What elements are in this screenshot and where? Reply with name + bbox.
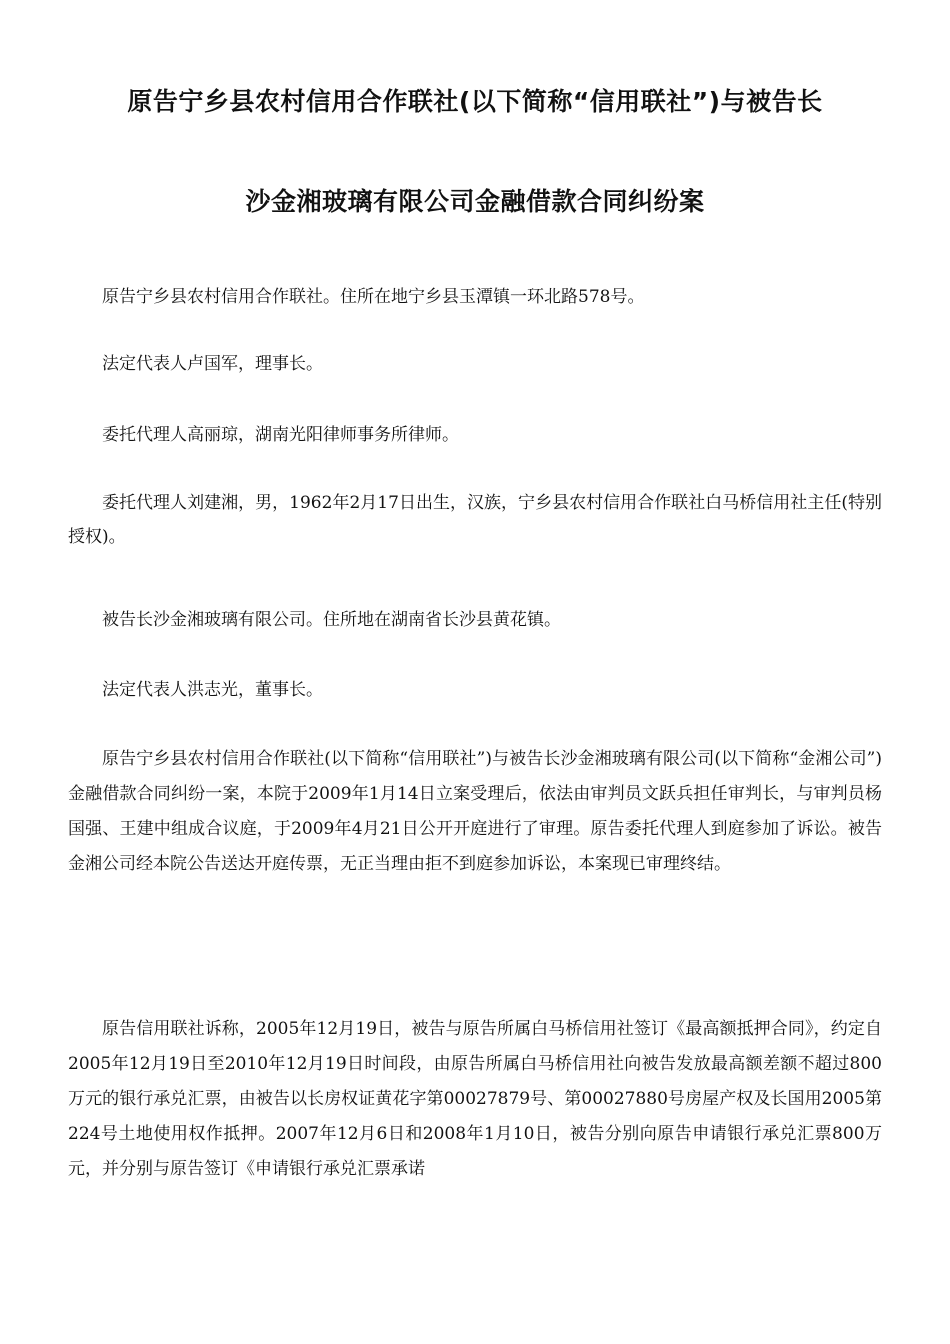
paragraph-agent-1: 委托代理人高丽琼，湖南光阳律师事务所律师。 bbox=[102, 425, 459, 445]
document-title-line-2: 沙金湘玻璃有限公司金融借款合同纠纷案 bbox=[245, 187, 705, 216]
document-title-line-1: 原告宁乡县农村信用合作联社(以下简称“信用联社”)与被告长 bbox=[127, 87, 823, 116]
paragraph-agent-2: 委托代理人刘建湘，男，1962年2月17日出生，汉族，宁乡县农村信用合作联社白马桥信用社主任(特别授权)。 bbox=[68, 493, 882, 547]
paragraph-plaintiff: 原告宁乡县农村信用合作联社。住所在地宁乡县玉潭镇一环北路578号。 bbox=[102, 287, 645, 307]
paragraph-plaintiff-representative: 法定代表人卢国军，理事长。 bbox=[102, 354, 323, 374]
paragraph-plaintiff-claims: 原告信用联社诉称，2005年12月19日，被告与原告所属白马桥信用社签订《最高额抵押合同》，约定自2005年12月19日至2010年12月19日时间段，由原告所属白马桥信用社向被告发放最高额差额不超过800万元的银行承兑汇票，由被告以长房权证黄花字第00027879号、第00027880号房屋产权及长国用2005第224号土地使用权作抵押。2007年12月6日和2008年1月10日，被告分别向原告申请银行承兑汇票800万元，并分别与原告签订《申请银行承兑汇票承诺 bbox=[68, 1019, 882, 1179]
paragraph-defendant-representative: 法定代表人洪志光，董事长。 bbox=[102, 680, 323, 700]
paragraph-defendant: 被告长沙金湘玻璃有限公司。住所地在湖南省长沙县黄花镇。 bbox=[102, 610, 561, 630]
paragraph-case-background: 原告宁乡县农村信用合作联社(以下简称“信用联社”)与被告长沙金湘玻璃有限公司(以下简称“金湘公司”)金融借款合同纠纷一案，本院于2009年1月14日立案受理后，依法由审判员文跃兵担任审判长，与审判员杨国强、王建中组成合议庭，于2009年4月21日公开开庭进行了审理。原告委托代理人到庭参加了诉讼。被告金湘公司经本院公告送达开庭传票，无正当理由拒不到庭参加诉讼，本案现已审理终结。 bbox=[68, 749, 882, 874]
